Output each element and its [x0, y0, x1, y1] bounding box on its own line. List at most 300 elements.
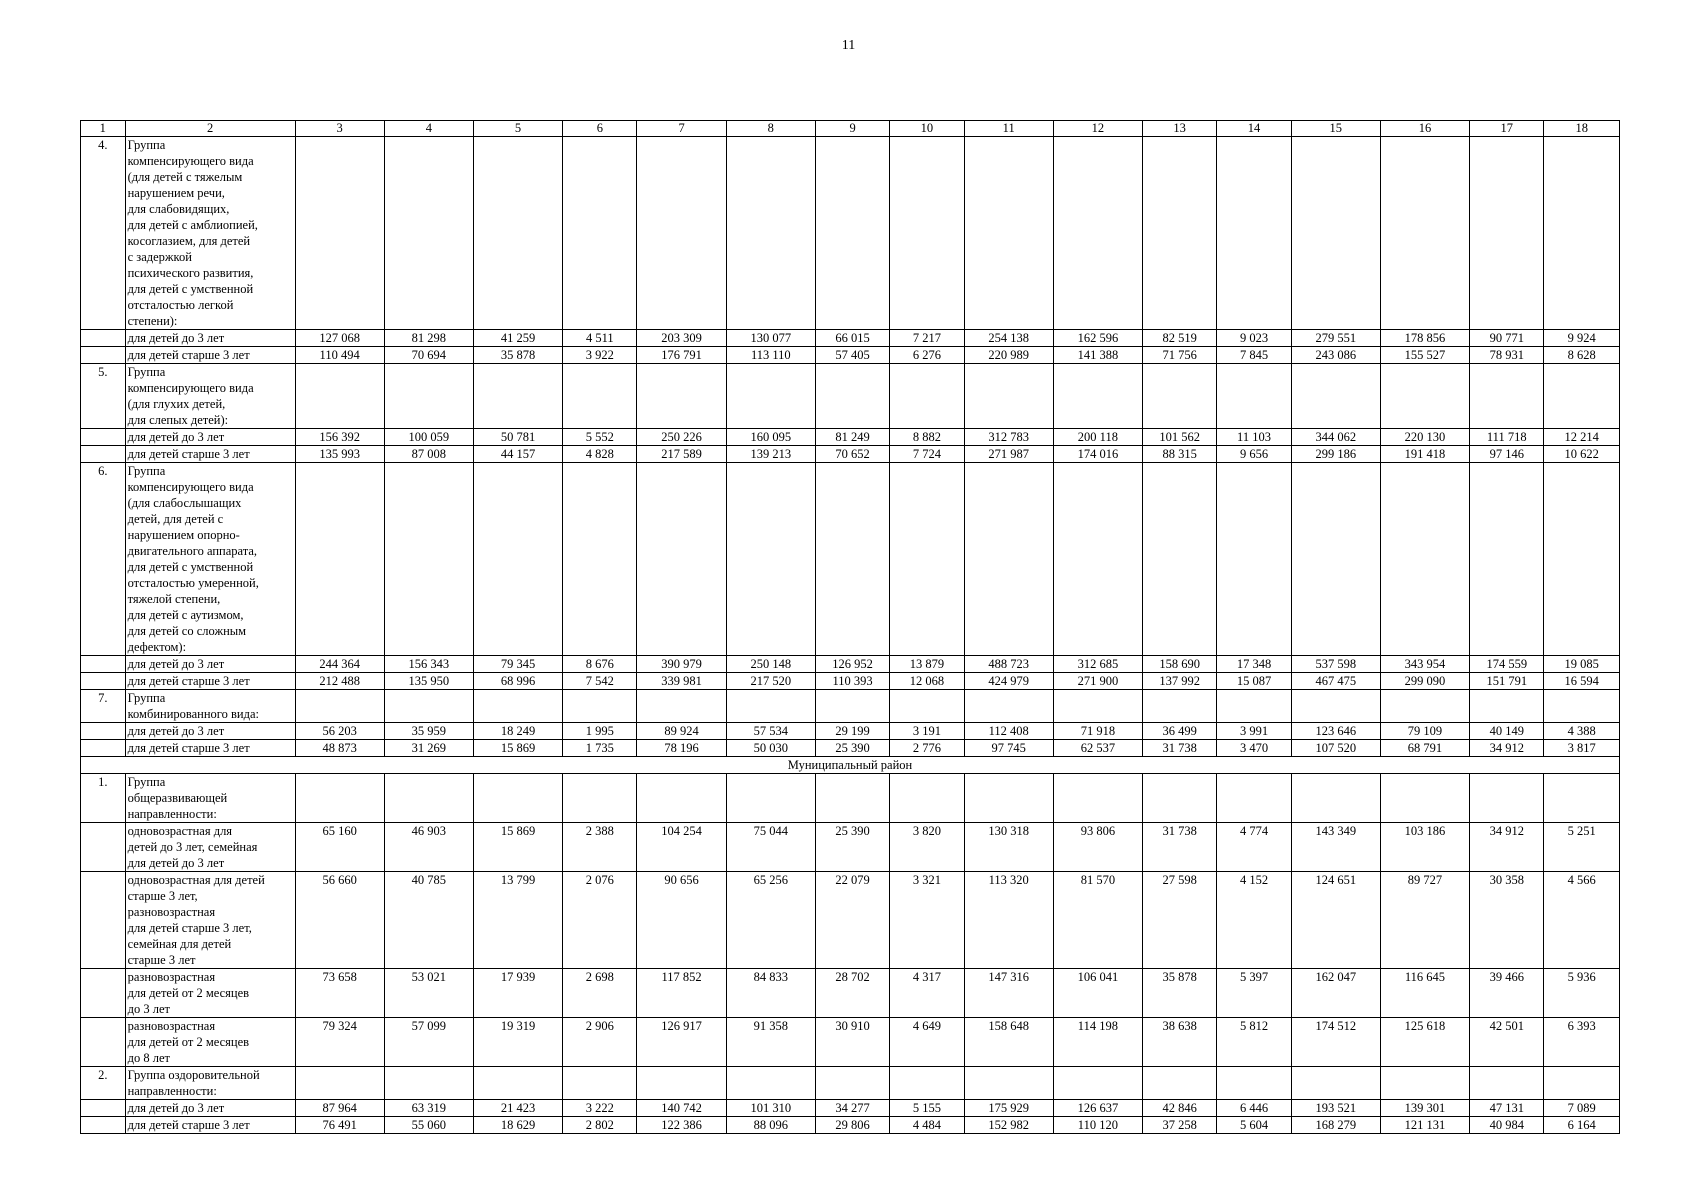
value-cell: 31 269	[384, 740, 473, 757]
column-header: 3	[295, 121, 384, 137]
value-cell: 7 542	[563, 673, 637, 690]
value-cell	[563, 690, 637, 723]
table-row	[81, 364, 1620, 429]
value-cell: 4 828	[563, 446, 637, 463]
value-cell: 9 924	[1544, 330, 1620, 347]
value-cell: 17 348	[1217, 656, 1291, 673]
value-cell: 42 846	[1142, 1100, 1216, 1117]
value-cell: 6 276	[890, 347, 964, 364]
value-cell	[1470, 1067, 1544, 1100]
value-cell: 152 982	[964, 1117, 1053, 1134]
value-cell: 5 812	[1217, 1018, 1291, 1067]
value-cell	[1470, 463, 1544, 656]
value-cell	[1053, 690, 1142, 723]
value-cell: 89 924	[637, 723, 726, 740]
value-cell: 6 393	[1544, 1018, 1620, 1067]
value-cell	[1544, 137, 1620, 330]
value-cell	[1380, 774, 1469, 823]
value-cell	[1053, 774, 1142, 823]
value-cell	[1142, 137, 1216, 330]
value-cell	[563, 1067, 637, 1100]
row-number	[81, 1117, 126, 1134]
value-cell: 88 096	[726, 1117, 815, 1134]
value-cell: 4 388	[1544, 723, 1620, 740]
value-cell	[1053, 1067, 1142, 1100]
value-cell	[815, 690, 889, 723]
table-row	[81, 1100, 1620, 1117]
value-cell: 140 742	[637, 1100, 726, 1117]
value-cell	[890, 137, 964, 330]
value-cell: 79 109	[1380, 723, 1469, 740]
value-cell: 4 484	[890, 1117, 964, 1134]
value-cell	[726, 690, 815, 723]
value-cell: 4 317	[890, 969, 964, 1018]
value-cell: 97 146	[1470, 446, 1544, 463]
table-row	[81, 823, 1620, 872]
row-label: Группа общеразвивающей направленности:	[125, 774, 295, 823]
value-cell: 91 358	[726, 1018, 815, 1067]
value-cell: 299 090	[1380, 673, 1469, 690]
value-cell: 7 089	[1544, 1100, 1620, 1117]
value-cell	[637, 690, 726, 723]
value-cell: 79 345	[473, 656, 562, 673]
value-cell: 127 068	[295, 330, 384, 347]
value-cell	[726, 137, 815, 330]
value-cell: 34 277	[815, 1100, 889, 1117]
row-number	[81, 673, 126, 690]
value-cell	[964, 690, 1053, 723]
value-cell: 76 491	[295, 1117, 384, 1134]
value-cell: 343 954	[1380, 656, 1469, 673]
section-row	[81, 757, 1620, 774]
value-cell	[473, 364, 562, 429]
value-cell: 116 645	[1380, 969, 1469, 1018]
value-cell: 12 214	[1544, 429, 1620, 446]
value-cell	[295, 463, 384, 656]
value-cell	[1470, 774, 1544, 823]
value-cell: 156 392	[295, 429, 384, 446]
value-cell: 30 358	[1470, 872, 1544, 969]
value-cell	[726, 774, 815, 823]
value-cell: 10 622	[1544, 446, 1620, 463]
value-cell: 344 062	[1291, 429, 1380, 446]
value-cell: 160 095	[726, 429, 815, 446]
value-cell	[295, 1067, 384, 1100]
value-cell: 217 520	[726, 673, 815, 690]
value-cell: 57 534	[726, 723, 815, 740]
value-cell: 50 781	[473, 429, 562, 446]
value-cell	[1544, 463, 1620, 656]
value-cell: 41 259	[473, 330, 562, 347]
value-cell: 2 906	[563, 1018, 637, 1067]
value-cell: 9 023	[1217, 330, 1291, 347]
value-cell	[473, 690, 562, 723]
header-row	[81, 121, 1620, 137]
value-cell: 101 310	[726, 1100, 815, 1117]
row-number: 1.	[81, 774, 126, 823]
value-cell: 537 598	[1291, 656, 1380, 673]
value-cell	[964, 463, 1053, 656]
table-row	[81, 330, 1620, 347]
value-cell: 151 791	[1470, 673, 1544, 690]
value-cell	[563, 364, 637, 429]
value-cell: 106 041	[1053, 969, 1142, 1018]
value-cell: 126 952	[815, 656, 889, 673]
value-cell	[1217, 774, 1291, 823]
row-label: разновозрастная для детей от 2 месяцев до 3 лет	[125, 969, 295, 1018]
value-cell: 103 186	[1380, 823, 1469, 872]
table-row	[81, 1018, 1620, 1067]
value-cell: 107 520	[1291, 740, 1380, 757]
value-cell: 40 785	[384, 872, 473, 969]
value-cell: 110 120	[1053, 1117, 1142, 1134]
value-cell: 40 984	[1470, 1117, 1544, 1134]
table-row	[81, 774, 1620, 823]
value-cell: 3 817	[1544, 740, 1620, 757]
value-cell: 62 537	[1053, 740, 1142, 757]
table-row	[81, 740, 1620, 757]
value-cell	[1291, 690, 1380, 723]
value-cell: 1 735	[563, 740, 637, 757]
value-cell: 1 995	[563, 723, 637, 740]
value-cell: 135 993	[295, 446, 384, 463]
value-cell: 6 164	[1544, 1117, 1620, 1134]
value-cell: 4 774	[1217, 823, 1291, 872]
value-cell: 174 016	[1053, 446, 1142, 463]
row-number	[81, 330, 126, 347]
value-cell	[1217, 690, 1291, 723]
column-header: 9	[815, 121, 889, 137]
value-cell: 141 388	[1053, 347, 1142, 364]
value-cell: 4 511	[563, 330, 637, 347]
value-cell	[637, 463, 726, 656]
value-cell: 130 318	[964, 823, 1053, 872]
value-cell: 29 806	[815, 1117, 889, 1134]
value-cell: 5 397	[1217, 969, 1291, 1018]
value-cell: 4 566	[1544, 872, 1620, 969]
value-cell	[637, 137, 726, 330]
table-row	[81, 463, 1620, 656]
value-cell: 30 910	[815, 1018, 889, 1067]
table-row	[81, 446, 1620, 463]
column-header: 8	[726, 121, 815, 137]
value-cell: 220 989	[964, 347, 1053, 364]
section-title: Муниципальный район	[81, 757, 1620, 774]
value-cell: 139 301	[1380, 1100, 1469, 1117]
value-cell: 31 738	[1142, 740, 1216, 757]
row-number	[81, 723, 126, 740]
row-label: Группа оздоровительной направленности:	[125, 1067, 295, 1100]
value-cell: 71 918	[1053, 723, 1142, 740]
value-cell: 174 512	[1291, 1018, 1380, 1067]
value-cell: 2 802	[563, 1117, 637, 1134]
row-number	[81, 429, 126, 446]
value-cell: 3 820	[890, 823, 964, 872]
value-cell: 90 656	[637, 872, 726, 969]
column-header: 18	[1544, 121, 1620, 137]
value-cell: 117 852	[637, 969, 726, 1018]
column-header: 5	[473, 121, 562, 137]
value-cell: 2 698	[563, 969, 637, 1018]
value-cell: 3 470	[1217, 740, 1291, 757]
value-cell: 88 315	[1142, 446, 1216, 463]
value-cell	[890, 364, 964, 429]
value-cell: 5 552	[563, 429, 637, 446]
value-cell: 87 964	[295, 1100, 384, 1117]
value-cell: 63 319	[384, 1100, 473, 1117]
value-cell: 2 776	[890, 740, 964, 757]
value-cell: 3 222	[563, 1100, 637, 1117]
value-cell	[1380, 137, 1469, 330]
value-cell: 178 856	[1380, 330, 1469, 347]
value-cell	[1142, 1067, 1216, 1100]
value-cell: 254 138	[964, 330, 1053, 347]
column-header: 6	[563, 121, 637, 137]
table-row	[81, 673, 1620, 690]
value-cell: 158 648	[964, 1018, 1053, 1067]
value-cell	[1291, 774, 1380, 823]
value-cell: 147 316	[964, 969, 1053, 1018]
value-cell	[1142, 463, 1216, 656]
value-cell: 156 343	[384, 656, 473, 673]
value-cell: 16 594	[1544, 673, 1620, 690]
value-cell	[384, 1067, 473, 1100]
value-cell: 36 499	[1142, 723, 1216, 740]
value-cell: 3 991	[1217, 723, 1291, 740]
value-cell	[295, 774, 384, 823]
value-cell: 2 076	[563, 872, 637, 969]
value-cell: 15 087	[1217, 673, 1291, 690]
value-cell	[295, 690, 384, 723]
value-cell: 70 652	[815, 446, 889, 463]
row-label: разновозрастная для детей от 2 месяцев до 8 лет	[125, 1018, 295, 1067]
value-cell: 123 646	[1291, 723, 1380, 740]
value-cell: 8 676	[563, 656, 637, 673]
column-header: 12	[1053, 121, 1142, 137]
value-cell: 35 959	[384, 723, 473, 740]
value-cell: 89 727	[1380, 872, 1469, 969]
column-header: 4	[384, 121, 473, 137]
value-cell: 137 992	[1142, 673, 1216, 690]
value-cell: 70 694	[384, 347, 473, 364]
value-cell: 250 226	[637, 429, 726, 446]
value-cell: 155 527	[1380, 347, 1469, 364]
value-cell	[384, 463, 473, 656]
value-cell: 158 690	[1142, 656, 1216, 673]
value-cell: 121 131	[1380, 1117, 1469, 1134]
value-cell: 27 598	[1142, 872, 1216, 969]
value-cell	[1544, 774, 1620, 823]
value-cell	[637, 774, 726, 823]
value-cell: 40 149	[1470, 723, 1544, 740]
value-cell: 271 987	[964, 446, 1053, 463]
value-cell: 34 912	[1470, 740, 1544, 757]
value-cell: 6 446	[1217, 1100, 1291, 1117]
value-cell: 11 103	[1217, 429, 1291, 446]
value-cell: 135 950	[384, 673, 473, 690]
value-cell: 46 903	[384, 823, 473, 872]
value-cell: 66 015	[815, 330, 889, 347]
table-row	[81, 1117, 1620, 1134]
table-row	[81, 969, 1620, 1018]
value-cell	[1217, 1067, 1291, 1100]
value-cell: 250 148	[726, 656, 815, 673]
value-cell: 44 157	[473, 446, 562, 463]
value-cell	[1544, 1067, 1620, 1100]
value-cell	[295, 364, 384, 429]
row-label: Группа компенсирующего вида (для слабослышащих детей, для детей с нарушением опорно- двигательного аппарата, для детей с умственной отсталостью умеренной, тяжелой степени, для детей с аутизмом, для детей со сложным дефектом):	[125, 463, 295, 656]
value-cell: 48 873	[295, 740, 384, 757]
row-number	[81, 872, 126, 969]
value-cell: 424 979	[964, 673, 1053, 690]
row-label: для детей до 3 лет	[125, 723, 295, 740]
row-number: 6.	[81, 463, 126, 656]
table-row	[81, 1067, 1620, 1100]
value-cell: 122 386	[637, 1117, 726, 1134]
row-number	[81, 347, 126, 364]
column-header: 16	[1380, 121, 1469, 137]
value-cell: 57 099	[384, 1018, 473, 1067]
value-cell	[726, 1067, 815, 1100]
value-cell: 8 628	[1544, 347, 1620, 364]
value-cell: 75 044	[726, 823, 815, 872]
value-cell	[384, 690, 473, 723]
value-cell: 25 390	[815, 740, 889, 757]
value-cell: 12 068	[890, 673, 964, 690]
value-cell: 104 254	[637, 823, 726, 872]
value-cell	[473, 463, 562, 656]
value-cell: 42 501	[1470, 1018, 1544, 1067]
value-cell	[1380, 690, 1469, 723]
row-label: Группа компенсирующего вида (для детей с тяжелым нарушением речи, для слабовидящих, для детей с амблиопией, косоглазием, для детей с задержкой психического развития, для детей с умственной отсталостью легкой степени):	[125, 137, 295, 330]
value-cell: 7 217	[890, 330, 964, 347]
row-label: одновозрастная для детей старше 3 лет, разновозрастная для детей старше 3 лет, семейная для детей старше 3 лет	[125, 872, 295, 969]
value-cell: 101 562	[1142, 429, 1216, 446]
row-label: для детей до 3 лет	[125, 330, 295, 347]
value-cell: 65 256	[726, 872, 815, 969]
row-number: 5.	[81, 364, 126, 429]
value-cell: 56 660	[295, 872, 384, 969]
row-number: 4.	[81, 137, 126, 330]
row-label: для детей старше 3 лет	[125, 446, 295, 463]
value-cell	[815, 364, 889, 429]
value-cell	[1470, 690, 1544, 723]
value-cell	[563, 774, 637, 823]
value-cell: 111 718	[1470, 429, 1544, 446]
value-cell: 90 771	[1470, 330, 1544, 347]
value-cell	[563, 463, 637, 656]
value-cell	[815, 1067, 889, 1100]
value-cell	[1291, 1067, 1380, 1100]
value-cell: 125 618	[1380, 1018, 1469, 1067]
value-cell	[1380, 463, 1469, 656]
value-cell: 3 191	[890, 723, 964, 740]
value-cell: 82 519	[1142, 330, 1216, 347]
row-label: для детей до 3 лет	[125, 656, 295, 673]
value-cell: 22 079	[815, 872, 889, 969]
row-number	[81, 969, 126, 1018]
value-cell: 17 939	[473, 969, 562, 1018]
page-number: 11	[841, 38, 856, 53]
row-number: 2.	[81, 1067, 126, 1100]
value-cell	[473, 1067, 562, 1100]
column-header: 13	[1142, 121, 1216, 137]
row-label: для детей старше 3 лет	[125, 673, 295, 690]
value-cell: 97 745	[964, 740, 1053, 757]
table-row	[81, 656, 1620, 673]
value-cell: 488 723	[964, 656, 1053, 673]
table-row	[81, 690, 1620, 723]
value-cell: 3 922	[563, 347, 637, 364]
value-cell: 467 475	[1291, 673, 1380, 690]
row-label: одновозрастная для детей до 3 лет, семейная для детей до 3 лет	[125, 823, 295, 872]
value-cell: 39 466	[1470, 969, 1544, 1018]
value-cell: 25 390	[815, 823, 889, 872]
value-cell: 9 656	[1217, 446, 1291, 463]
table-row	[81, 137, 1620, 330]
value-cell: 78 931	[1470, 347, 1544, 364]
value-cell	[815, 463, 889, 656]
value-cell: 162 596	[1053, 330, 1142, 347]
value-cell: 271 900	[1053, 673, 1142, 690]
row-label: Группа компенсирующего вида (для глухих детей, для слепых детей):	[125, 364, 295, 429]
value-cell	[1053, 364, 1142, 429]
value-cell: 168 279	[1291, 1117, 1380, 1134]
value-cell: 19 319	[473, 1018, 562, 1067]
value-cell: 56 203	[295, 723, 384, 740]
value-cell	[890, 690, 964, 723]
value-cell: 13 799	[473, 872, 562, 969]
value-cell	[637, 1067, 726, 1100]
value-cell	[890, 774, 964, 823]
table-row	[81, 872, 1620, 969]
row-number	[81, 823, 126, 872]
value-cell: 8 882	[890, 429, 964, 446]
value-cell: 200 118	[1053, 429, 1142, 446]
value-cell	[1291, 137, 1380, 330]
row-label: для детей старше 3 лет	[125, 1117, 295, 1134]
row-label: для детей до 3 лет	[125, 1100, 295, 1117]
value-cell	[1217, 364, 1291, 429]
value-cell: 47 131	[1470, 1100, 1544, 1117]
value-cell	[1291, 364, 1380, 429]
value-cell: 139 213	[726, 446, 815, 463]
value-cell	[473, 774, 562, 823]
value-cell: 81 249	[815, 429, 889, 446]
value-cell: 130 077	[726, 330, 815, 347]
value-cell: 5 936	[1544, 969, 1620, 1018]
row-number	[81, 656, 126, 673]
value-cell	[815, 774, 889, 823]
value-cell	[384, 137, 473, 330]
value-cell	[1380, 1067, 1469, 1100]
value-cell	[637, 364, 726, 429]
value-cell: 126 637	[1053, 1100, 1142, 1117]
value-cell: 21 423	[473, 1100, 562, 1117]
row-number	[81, 1018, 126, 1067]
value-cell: 112 408	[964, 723, 1053, 740]
value-cell: 3 321	[890, 872, 964, 969]
value-cell	[964, 137, 1053, 330]
value-cell: 73 658	[295, 969, 384, 1018]
value-cell: 191 418	[1380, 446, 1469, 463]
column-header: 7	[637, 121, 726, 137]
value-cell: 126 917	[637, 1018, 726, 1067]
value-cell: 38 638	[1142, 1018, 1216, 1067]
value-cell: 4 152	[1217, 872, 1291, 969]
value-cell: 110 494	[295, 347, 384, 364]
column-header: 14	[1217, 121, 1291, 137]
